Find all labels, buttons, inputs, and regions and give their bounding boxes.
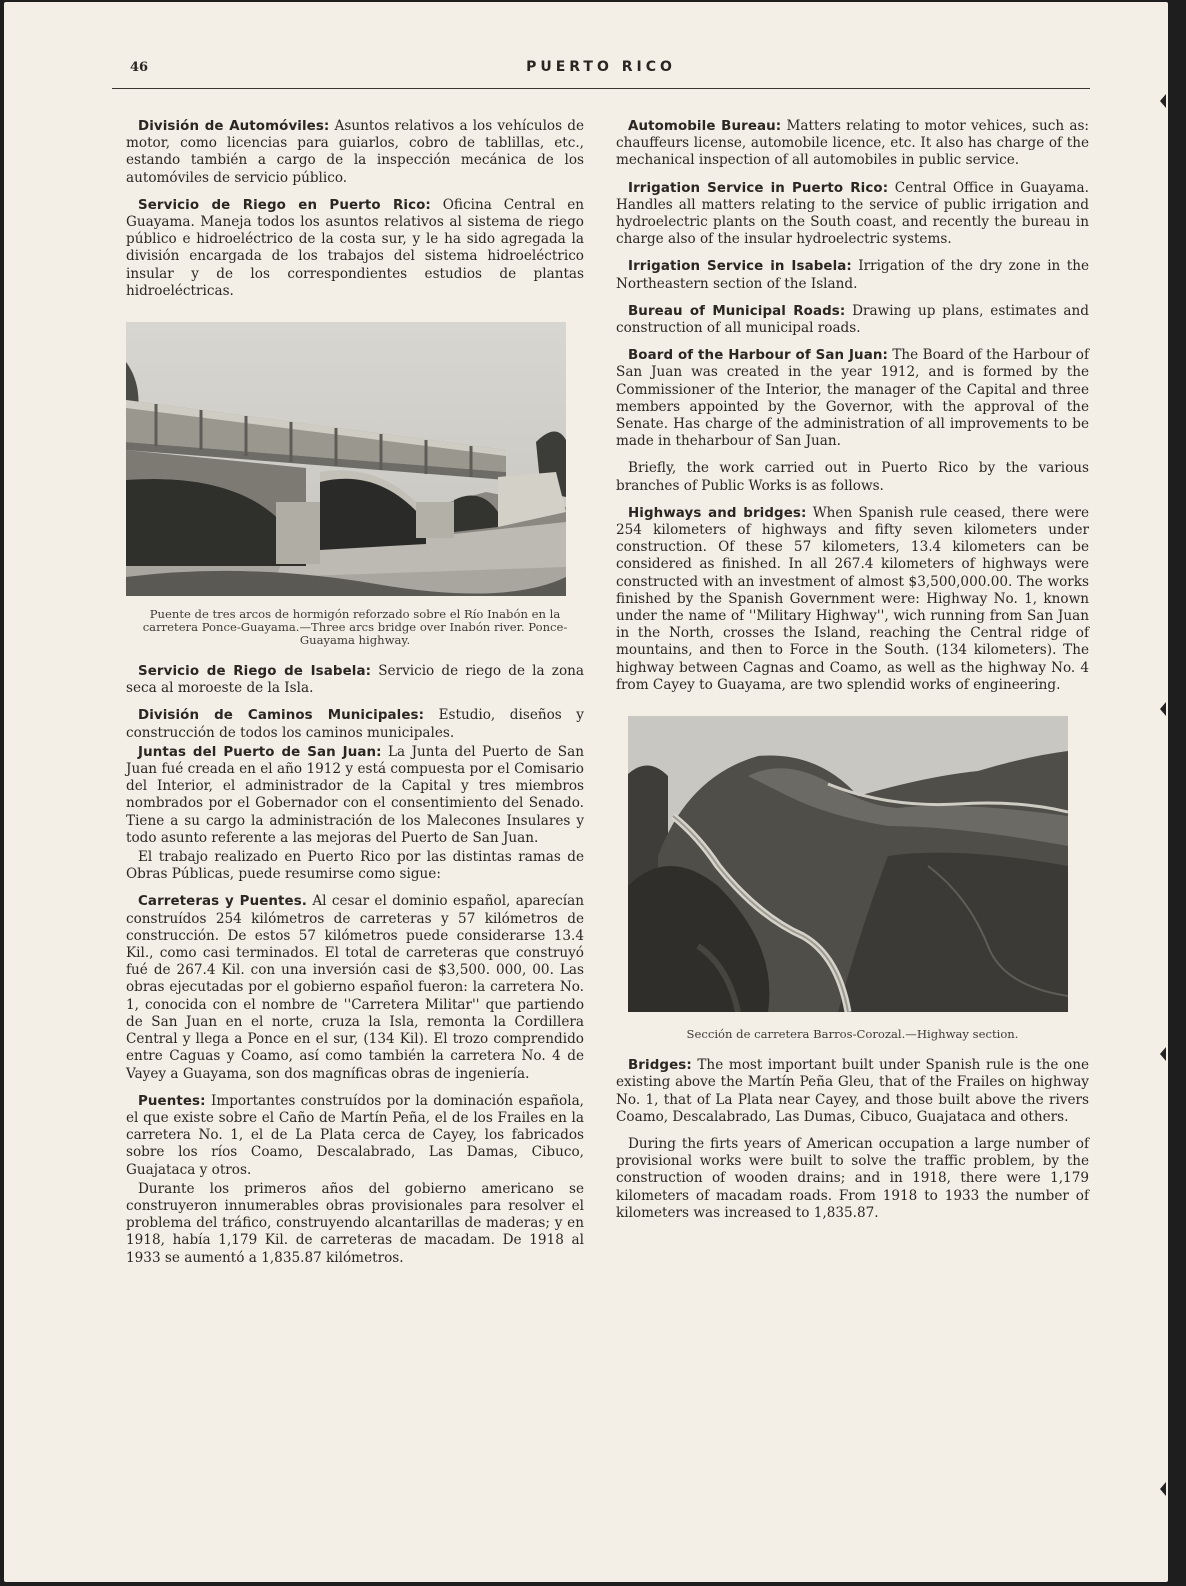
paragraph	[126, 1181, 584, 1267]
paragraph-heading: División de Caminos Municipales:	[138, 708, 425, 724]
running-title: PUERTO RICO	[526, 59, 676, 75]
figure-caption: Sección de carretera Barros-Corozal.—Highway section.	[686, 1027, 1019, 1042]
paragraph-heading: Bridges:	[628, 1058, 692, 1074]
paragraph	[126, 197, 584, 300]
paragraph-heading: Servicio de Riego en Puerto Rico:	[138, 197, 431, 213]
paragraph-heading: Irrigation Service in Isabela:	[628, 259, 852, 275]
document-page	[4, 2, 1168, 1582]
paragraph	[126, 663, 584, 697]
paragraph	[126, 744, 584, 847]
paragraph-heading: Automobile Bureau:	[628, 119, 782, 134]
paragraph-text: Irrigation of the dry zone in the Northeastern section of the Island.	[616, 258, 1089, 292]
paragraph	[616, 1136, 1089, 1222]
paragraph-text: During the firts years of American occupation a large number of provisional works were built to solve the traffic problem, by the construction of wooden drains; and in 1918, there were 1,179 kilometers of macadam roads. From 1918 to 1933 the number of kilometers was increased to 1,835.87.	[616, 1135, 1089, 1221]
paragraph-text: Estudio, diseños y construcción de todos los caminos municipales.	[126, 707, 584, 741]
paragraph-text: Oficina Central en Guayama. Maneja todos los asuntos relativos al sistema de riego público e hidroeléctrico de la costa sur, y le ha sido agregada la división encargada de los trabajos del sistema hidroeléctrico insular y de los correspondientes estudios de plantas hidroeléctricas.	[126, 196, 584, 299]
paragraph	[616, 505, 1089, 694]
paragraph-text: Briefly, the work carried out in Puerto Rico by the various branches of Public Works is as follows.	[616, 460, 1089, 494]
edge-mark	[1160, 1047, 1166, 1061]
edge-mark	[1160, 702, 1166, 716]
paragraph-heading: Puentes:	[138, 1093, 206, 1109]
paragraph-text: La Junta del Puerto de San Juan fué creada en el año 1912 y está compuesta por el Comisario del Interior, el administrador de la Capital y tres miembros nombrados por el Gobernador con el consentimiento del Senado. Tiene a su cargo la administración de los Malecones Insulares y todo asunto referente a las mejoras del Puerto de San Juan.	[126, 743, 584, 846]
paragraph-heading: Board of the Harbour of San Juan:	[628, 348, 888, 364]
paragraph-heading: Highways and bridges:	[628, 505, 807, 521]
paragraph-text: Asuntos relativos a los vehículos de motor, como licencias para guiarlos, cobro de tablillas, etc., estando también a cargo de la inspección mecánica de los automóviles de servicio público.	[126, 118, 584, 186]
paragraph-text: Matters relating to motor vehices, such as: chauffeurs license, automobile licence, etc. It also has charge of the mechanical inspection of all automobiles in public service.	[616, 118, 1090, 169]
paragraph	[126, 849, 584, 883]
paragraph-heading: Bureau of Municipal Roads:	[628, 303, 846, 319]
highway-figure	[616, 716, 1089, 1041]
paragraph	[126, 707, 584, 741]
paragraph-heading: Juntas del Puerto de San Juan:	[138, 744, 382, 760]
paragraph	[616, 303, 1089, 337]
bridge-figure	[126, 322, 584, 647]
paragraph-text: Central Office in Guayama. Handles all matters relating to the service of public irrigation and hydroelectric plants on the South coast, and recently the bureau in charge also of the insular hydroelectric systems.	[616, 179, 1089, 248]
paragraph	[616, 258, 1089, 292]
paragraph-heading: División de Automóviles:	[138, 119, 330, 134]
paragraph-heading: Irrigation Service in Puerto Rico:	[628, 180, 889, 196]
edge-mark	[1160, 1482, 1166, 1496]
edge-mark	[1160, 94, 1166, 108]
paragraph-text: El trabajo realizado en Puerto Rico por las distintas ramas de Obras Públicas, puede resumirse como sigue:	[126, 849, 584, 883]
paragraph-heading: Carreteras y Puentes.	[138, 894, 307, 910]
paragraph-text: Importantes construídos por la dominación española, el que existe sobre el Caño de Martín Peña, el de los Frailes en la carretera No. 1, el de La Plata cerca de Cayey, los fabricados sobre los ríos Coamo, Descalabrado, Las Damas, Cibuco, Guajataca y otros.	[126, 1092, 584, 1178]
left-column	[126, 118, 584, 1277]
page-number: 46	[130, 60, 149, 75]
paragraph	[616, 118, 1089, 170]
bridge-photo	[126, 322, 566, 596]
paragraph-text: Servicio de riego de la zona seca al moroeste de la Isla.	[126, 663, 584, 697]
highway-photo	[628, 716, 1068, 1012]
paragraph	[616, 1057, 1089, 1126]
paragraph-text: When Spanish rule ceased, there were 254 kilometers of highways and fifty seven kilometers under construction. Of these 57 kilometers, 13.4 kilometers can be considered as finished. In all 267.4 kilometers of highways were constructed with an investment of almost $3,500,000.00. The works finished by the Spanish Government were: Highway No. 1, known under the name of ''Military Highway'', wich running from San Juan in the North, crosses the Island, reaching the Central ridge of mountains, and then to Force in the South. (134 kilometers). The highway between Cagnas and Coamo, as well as the highway No. 4 from Cayey to Guayama, are two splendid works of engineering.	[616, 504, 1089, 693]
right-column	[616, 118, 1089, 1232]
paragraph-text: Durante los primeros años del gobierno americano se construyeron innumerables obras provisionales para resolver el problema del tráfico, construyendo alcantarillas de maderas; y en 1918, había 1,179 Kil. de carreteras de macadam. De 1918 al 1933 se aumentó a 1,835.87 kilómetros.	[126, 1180, 584, 1266]
paragraph	[126, 118, 584, 187]
paragraph-text: Drawing up plans, estimates and construction of all municipal roads.	[616, 302, 1089, 337]
page-header	[112, 60, 1090, 89]
paragraph	[616, 347, 1089, 450]
figure-caption: Puente de tres arcos de hormigón reforzado sobre el Río Inabón en la carretera Ponce-Guayama.—Three arcs bridge over Inabón river. Ponce-Guayama highway.	[142, 607, 568, 648]
paragraph-text: The most important built under Spanish rule is the one existing above the Martín Peña Gleu, that of the Frailes on highway No. 1, that of La Plata near Cayey, and those built above the rivers Coamo, Descalabrado, Las Dumas, Cibuco, Guajataca and others.	[616, 1057, 1089, 1125]
paragraph-text: The Board of the Harbour of San Juan was created in the year 1912, and is formed by the Commissioner of the Interior, the manager of the Capital and three members appointed by the Governor, with the approval of the Senate. Has charge of the administration of all improvements to be made in theharbour of San Juan.	[616, 347, 1090, 450]
paragraph-heading: Servicio de Riego de Isabela:	[138, 664, 372, 680]
paragraph-text: Al cesar el dominio español, aparecían construídos 254 kilómetros de carreteras y 57 kilómetros de construcción. De estos 57 kilómetros puede considerarse 13.4 Kil., como casi terminados. El total de carreteras que construyó fué de 267.4 Kil. con una inversión casi de $3,500. 000, 00. Las obras ejecutadas por el gobierno español fueron: la carretera No. 1, conocida con el nombre de ''Carretera Militar'' que partiendo de San Juan en el norte, cruza la Isla, remonta la Cordillera Central y llega a Ponce en el sur, (134 Kil). El trozo comprendido entre Caguas y Coamo, así como también la carretera No. 4 de Vayey a Guayama, son dos magníficas obras de ingeniería.	[126, 893, 584, 1082]
paragraph	[126, 1093, 584, 1179]
paragraph	[616, 460, 1089, 494]
paragraph	[616, 180, 1089, 249]
paragraph	[126, 893, 584, 1082]
